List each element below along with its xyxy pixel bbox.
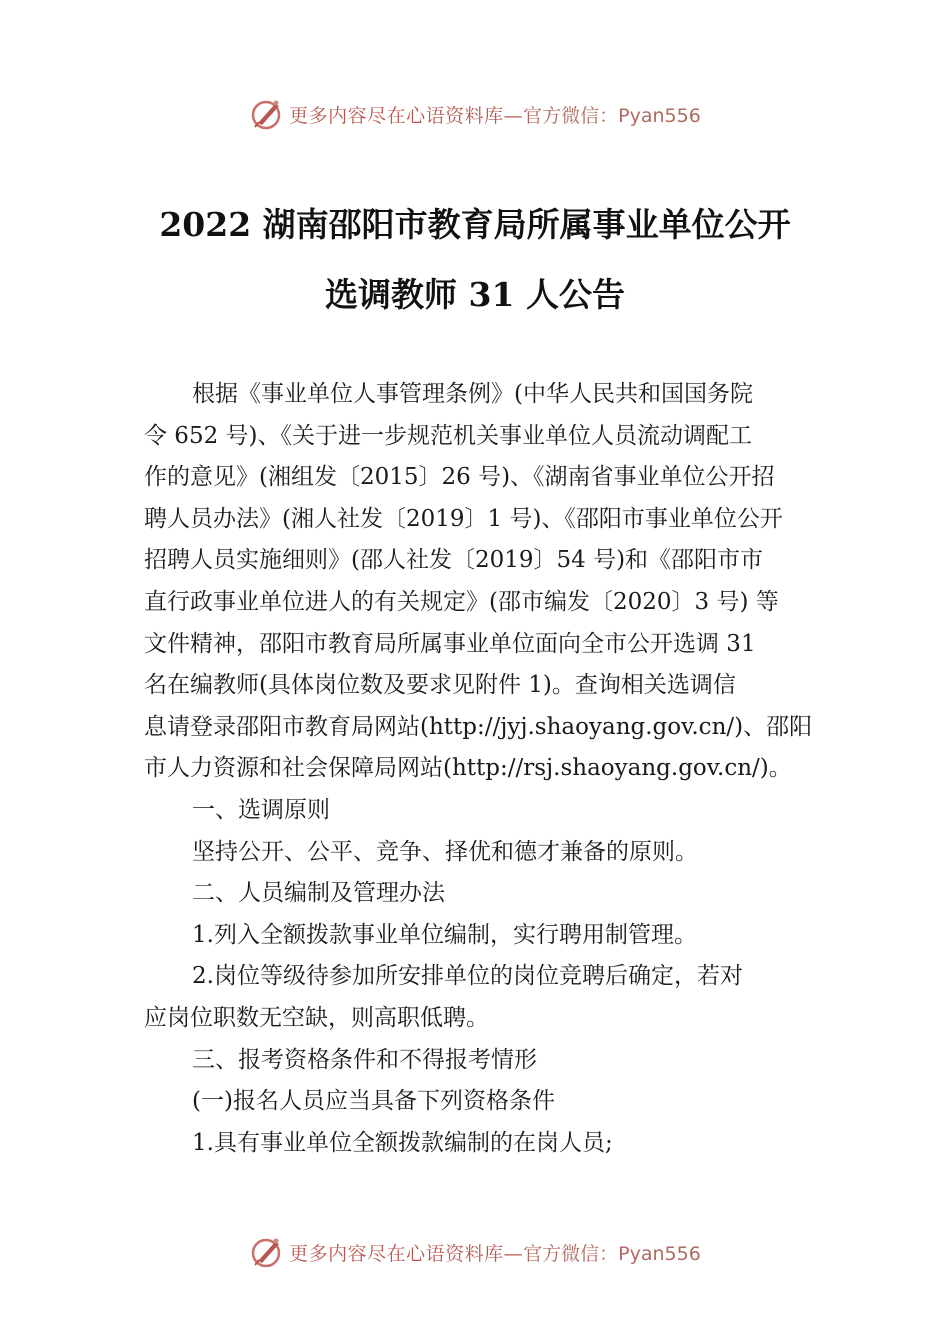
title-line-2: 选调教师 31 人公告 [325, 275, 625, 314]
document-title [0, 190, 950, 330]
intro-line-8: 息请登录邵阳市教育局网站(http://jyj.shaoyang.gov.cn/)、邵阳 [144, 713, 813, 740]
section-1-heading: 一、选调原则 [192, 796, 330, 823]
banner-slogan: 更多内容尽在心语资料库— [289, 104, 524, 127]
section-1-text: 坚持公开、公平、竞争、择优和德才兼备的原则。 [192, 838, 698, 865]
quill-pen-seal-icon [249, 96, 285, 132]
intro-line-4: 招聘人员实施细则》(邵人社发〔2019〕54 号)和《邵阳市市 [144, 547, 764, 574]
intro-line-1: 令 652 号)、《关于进一步规范机关事业单位人员流动调配工 [144, 422, 752, 449]
section-3-sub-1: (一)报名人员应当具备下列资格条件 [192, 1088, 555, 1115]
header-banner [0, 94, 950, 134]
footer-wechat: 官方微信：Pyan556 [523, 1242, 701, 1265]
section-2-heading: 二、人员编制及管理办法 [192, 880, 445, 907]
section-3-heading: 三、报考资格条件和不得报考情形 [192, 1046, 537, 1073]
footer-banner [0, 1232, 950, 1272]
quill-pen-seal-icon [249, 1234, 285, 1270]
banner-wechat: 官方微信：Pyan556 [523, 104, 701, 127]
document-body [144, 374, 824, 1164]
intro-line-5: 直行政事业单位进人的有关规定》(邵市编发〔2020〕3 号) 等 [144, 588, 779, 615]
title-line-1: 2022 湖南邵阳市教育局所属事业单位公开 [159, 205, 791, 244]
section-2-item-2-line-1: 2.岗位等级待参加所安排单位的岗位竞聘后确定，若对 [192, 963, 743, 990]
section-3-item-1: 1.具有事业单位全额拨款编制的在岗人员; [192, 1129, 613, 1156]
footer-slogan: 更多内容尽在心语资料库— [289, 1242, 524, 1265]
intro-line-6: 文件精神，邵阳市教育局所属事业单位面向全市公开选调 31 [144, 630, 756, 657]
intro-line-0: 根据《事业单位人事管理条例》(中华人民共和国国务院 [192, 381, 753, 407]
intro-line-3: 聘人员办法》(湘人社发〔2019〕1 号)、《邵阳市事业单位公开 [144, 505, 783, 532]
intro-line-9: 市人力资源和社会保障局网站(http://rsj.shaoyang.gov.cn/)。 [144, 755, 792, 782]
section-2-item-2-line-2: 应岗位职数无空缺，则高职低聘。 [144, 1004, 489, 1031]
section-2-item-1: 1.列入全额拨款事业单位编制，实行聘用制管理。 [192, 921, 697, 948]
intro-line-2: 作的意见》(湘组发〔2015〕26 号)、《湖南省事业单位公开招 [144, 464, 775, 491]
intro-line-7: 名在编教师(具体岗位数及要求见附件 1)。查询相关选调信 [144, 672, 736, 699]
